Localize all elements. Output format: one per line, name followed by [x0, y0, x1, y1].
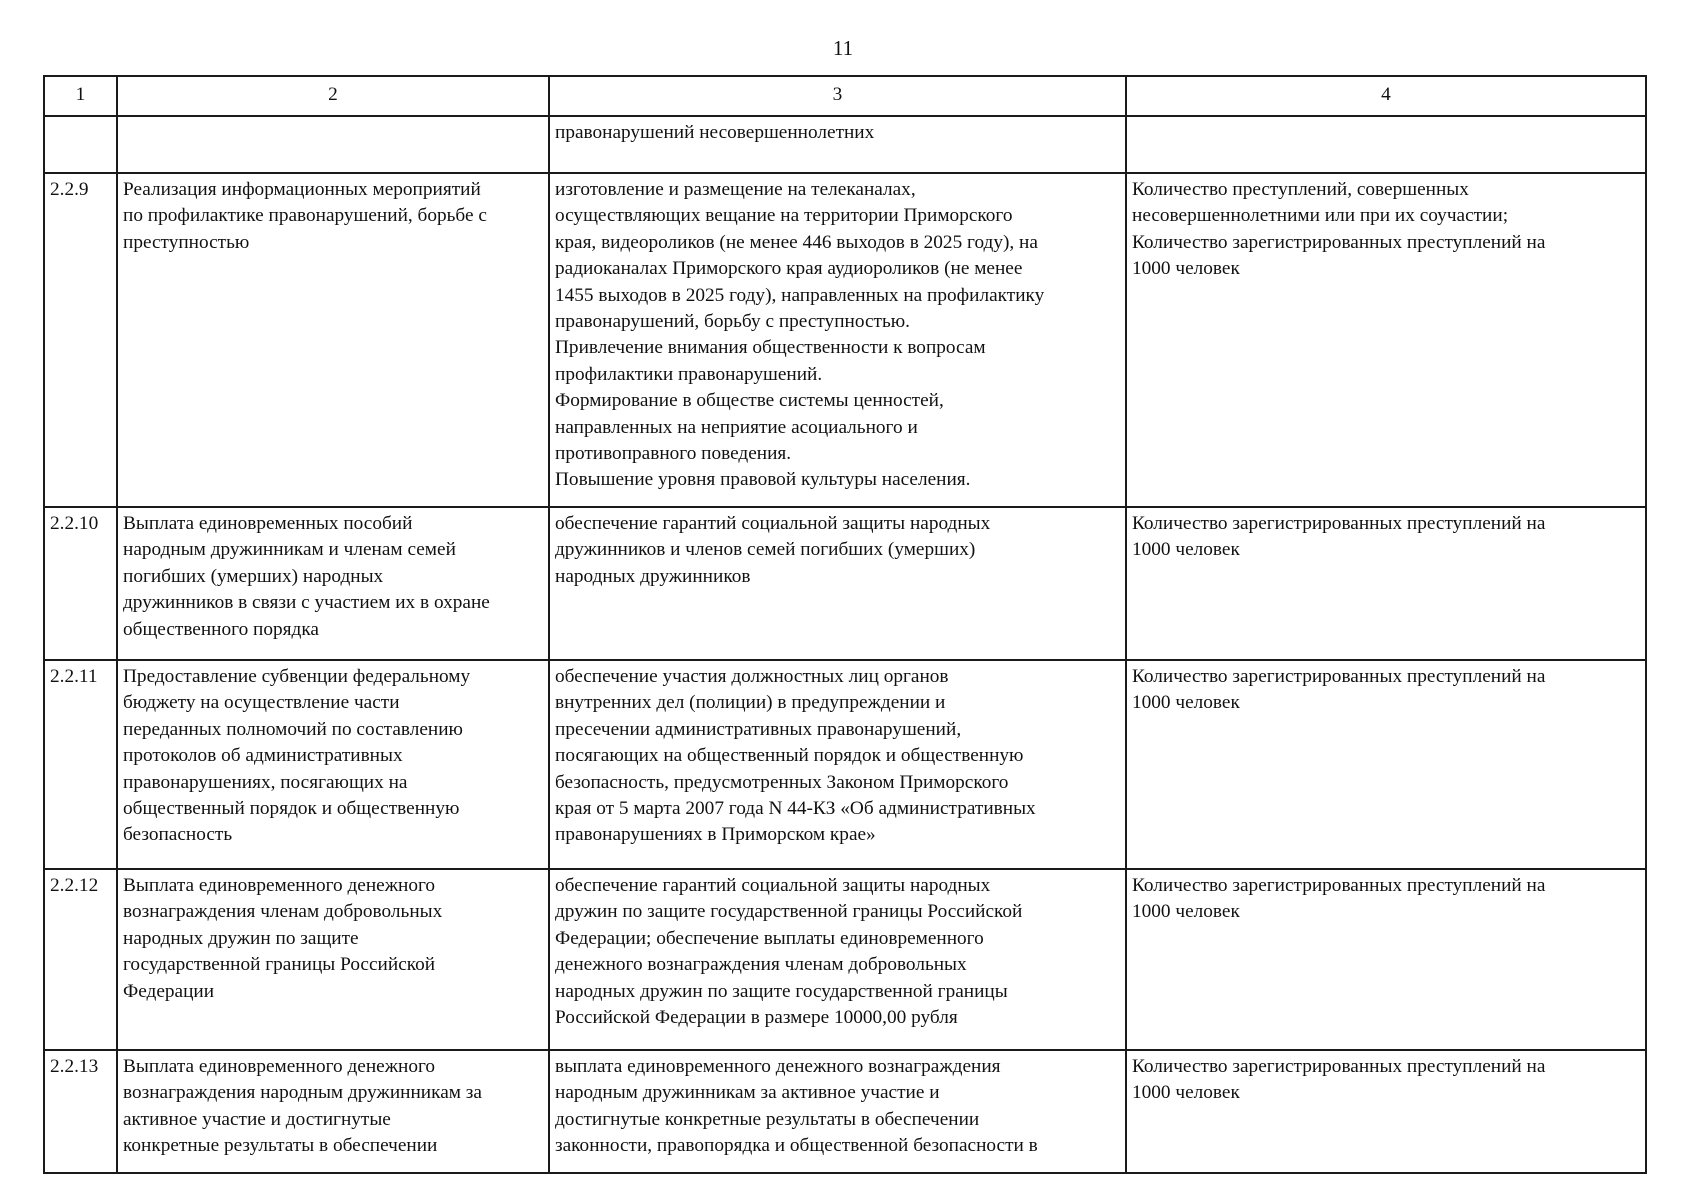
cell-number: 2.2.10 — [44, 507, 117, 660]
measures-table — [43, 75, 1647, 1174]
cell-line: Федерации; обеспечение выплаты единовременного — [555, 927, 984, 949]
cell-line: профилактики правонарушений. — [555, 363, 823, 385]
cell-line: правонарушений, борьбу с преступностью. — [555, 311, 910, 333]
cell-line: обеспечение гарантий социальной защиты народных — [555, 513, 991, 534]
table-row — [44, 660, 1646, 869]
cell-line: Предоставление субвенции федеральному — [123, 666, 471, 687]
cell-line: обеспечение гарантий социальной защиты народных — [555, 875, 991, 896]
cell-line: конкретные результаты в обеспечении — [123, 1135, 438, 1157]
cell-line: Количество зарегистрированных преступлений на — [1132, 666, 1546, 687]
cell-line: 1000 человек — [1132, 539, 1240, 561]
cell-line: дружин по защите государственной границы Российской — [555, 901, 1023, 923]
cell-line: дружинников и членов семей погибших (умерших) — [555, 539, 976, 561]
cell-line: противоправного поведения. — [555, 443, 792, 465]
cell-line: преступностью — [123, 231, 250, 253]
cell-line: Количество зарегистрированных преступлений на — [1132, 231, 1546, 253]
table-row — [44, 507, 1646, 660]
cell-line: посягающих на общественный порядок и общественную — [555, 745, 1024, 767]
cell-number: 2.2.9 — [44, 173, 117, 507]
cell-line: Повышение уровня правовой культуры населения. — [555, 469, 971, 491]
cell-line: пресечении административных правонарушений, — [555, 718, 962, 740]
cell-line: Выплата единовременных пособий — [123, 513, 413, 534]
cell-number — [44, 116, 117, 173]
cell-line: изготовление и размещение на телеканалах, — [555, 179, 916, 200]
cell-line: обеспечение участия должностных лиц органов — [555, 666, 949, 687]
table-row-continuation — [44, 116, 1646, 173]
cell-line: достигнутые конкретные результаты в обеспечении — [555, 1108, 980, 1130]
cell-line: по профилактике правонарушений, борьбе с — [123, 205, 487, 227]
cell-measure — [117, 173, 549, 507]
cell-line: погибших (умерших) народных — [123, 565, 384, 587]
cell-line: народных дружин по защите — [123, 927, 359, 949]
cell-line: народным дружинникам и членам семей — [123, 539, 456, 561]
cell-line: правонарушениях, посягающих на — [123, 771, 408, 793]
cell-line: вознаграждения членам добровольных — [123, 901, 443, 923]
cell-line: законности, правопорядка и общественной безопасности в — [555, 1135, 1038, 1157]
cell-result — [549, 116, 1126, 173]
cell-line: денежного вознаграждения членам добровольных — [555, 954, 967, 976]
cell-line: Привлечение внимания общественности к вопросам — [555, 337, 986, 359]
cell-measure — [117, 660, 549, 869]
header-col-1: 1 — [44, 76, 117, 116]
cell-line: бюджету на осуществление части — [123, 692, 400, 714]
cell-line: края, видеороликов (не менее 446 выходов в 2025 году), на — [555, 231, 1038, 253]
cell-line: безопасность — [123, 824, 233, 846]
cell-line: 1455 выходов в 2025 году), направленных на профилактику — [555, 284, 1045, 306]
cell-line: дружинников в связи с участием их в охране — [123, 592, 490, 614]
cell-line: 1000 человек — [1132, 258, 1240, 280]
cell-line: народным дружинникам за активное участие и — [555, 1082, 940, 1104]
cell-line: Количество зарегистрированных преступлений на — [1132, 1056, 1546, 1077]
cell-result — [549, 869, 1126, 1050]
cell-indicator — [1126, 1050, 1646, 1173]
cell-line: общественный порядок и общественную — [123, 798, 460, 820]
cell-line: Федерации — [123, 980, 215, 1002]
cell-line: Количество преступлений, совершенных — [1132, 179, 1469, 200]
cell-line: 1000 человек — [1132, 1082, 1240, 1104]
cell-line: общественного порядка — [123, 618, 319, 640]
cell-measure — [117, 869, 549, 1050]
table-row — [44, 1050, 1646, 1173]
cell-line: Выплата единовременного денежного — [123, 1056, 436, 1077]
cell-result — [549, 507, 1126, 660]
cell-line: Формирование в обществе системы ценностей, — [555, 390, 944, 412]
header-col-3: 3 — [549, 76, 1126, 116]
cell-line: активное участие и достигнутые — [123, 1108, 391, 1130]
table-row — [44, 173, 1646, 507]
header-col-4: 4 — [1126, 76, 1646, 116]
cell-indicator — [1126, 660, 1646, 869]
cell-line: Российской Федерации в размере 10000,00 рубля — [555, 1007, 958, 1029]
cell-line: внутренних дел (полиции) в предупреждении и — [555, 692, 946, 714]
cell-result — [549, 660, 1126, 869]
cell-line: переданных полномочий по составлению — [123, 718, 463, 740]
cell-result — [549, 173, 1126, 507]
cell-line: государственной границы Российской — [123, 954, 436, 976]
page-number: 11 — [832, 36, 854, 60]
cell-measure — [117, 507, 549, 660]
cell-line: 1000 человек — [1132, 901, 1240, 923]
cell-result — [549, 1050, 1126, 1173]
cell-line: Количество зарегистрированных преступлений на — [1132, 513, 1546, 534]
cell-line: народных дружин по защите государственной границы — [555, 980, 1008, 1002]
cell-line: Реализация информационных мероприятий — [123, 179, 481, 200]
cell-line: направленных на неприятие асоциального и — [555, 416, 918, 438]
cell-indicator — [1126, 507, 1646, 660]
cell-indicator — [1126, 116, 1646, 173]
cell-line: правонарушений несовершеннолетних — [555, 122, 875, 143]
cell-indicator — [1126, 173, 1646, 507]
cell-measure — [117, 1050, 549, 1173]
table-header-row — [44, 76, 1646, 116]
cell-line: безопасность, предусмотренных Законом Приморского — [555, 771, 1009, 793]
cell-line: Выплата единовременного денежного — [123, 875, 436, 896]
cell-indicator — [1126, 869, 1646, 1050]
cell-measure — [117, 116, 549, 173]
cell-line: правонарушениях в Приморском крае» — [555, 824, 876, 846]
cell-line: 1000 человек — [1132, 692, 1240, 714]
table-row — [44, 869, 1646, 1050]
cell-line: несовершеннолетними или при их соучастии; — [1132, 205, 1509, 227]
cell-number: 2.2.12 — [44, 869, 117, 1050]
cell-number: 2.2.13 — [44, 1050, 117, 1173]
cell-line: края от 5 марта 2007 года N 44-КЗ «Об административных — [555, 798, 1036, 820]
cell-line: вознаграждения народным дружинникам за — [123, 1082, 482, 1104]
cell-line: Количество зарегистрированных преступлений на — [1132, 875, 1546, 896]
cell-line: народных дружинников — [555, 565, 751, 587]
cell-line: осуществляющих вещание на территории Приморского — [555, 205, 1013, 227]
cell-line: выплата единовременного денежного вознаграждения — [555, 1056, 1001, 1077]
header-col-2: 2 — [117, 76, 549, 116]
cell-line: протоколов об административных — [123, 745, 403, 767]
cell-number: 2.2.11 — [44, 660, 117, 869]
cell-line: радиоканалах Приморского края аудиороликов (не менее — [555, 258, 1023, 280]
